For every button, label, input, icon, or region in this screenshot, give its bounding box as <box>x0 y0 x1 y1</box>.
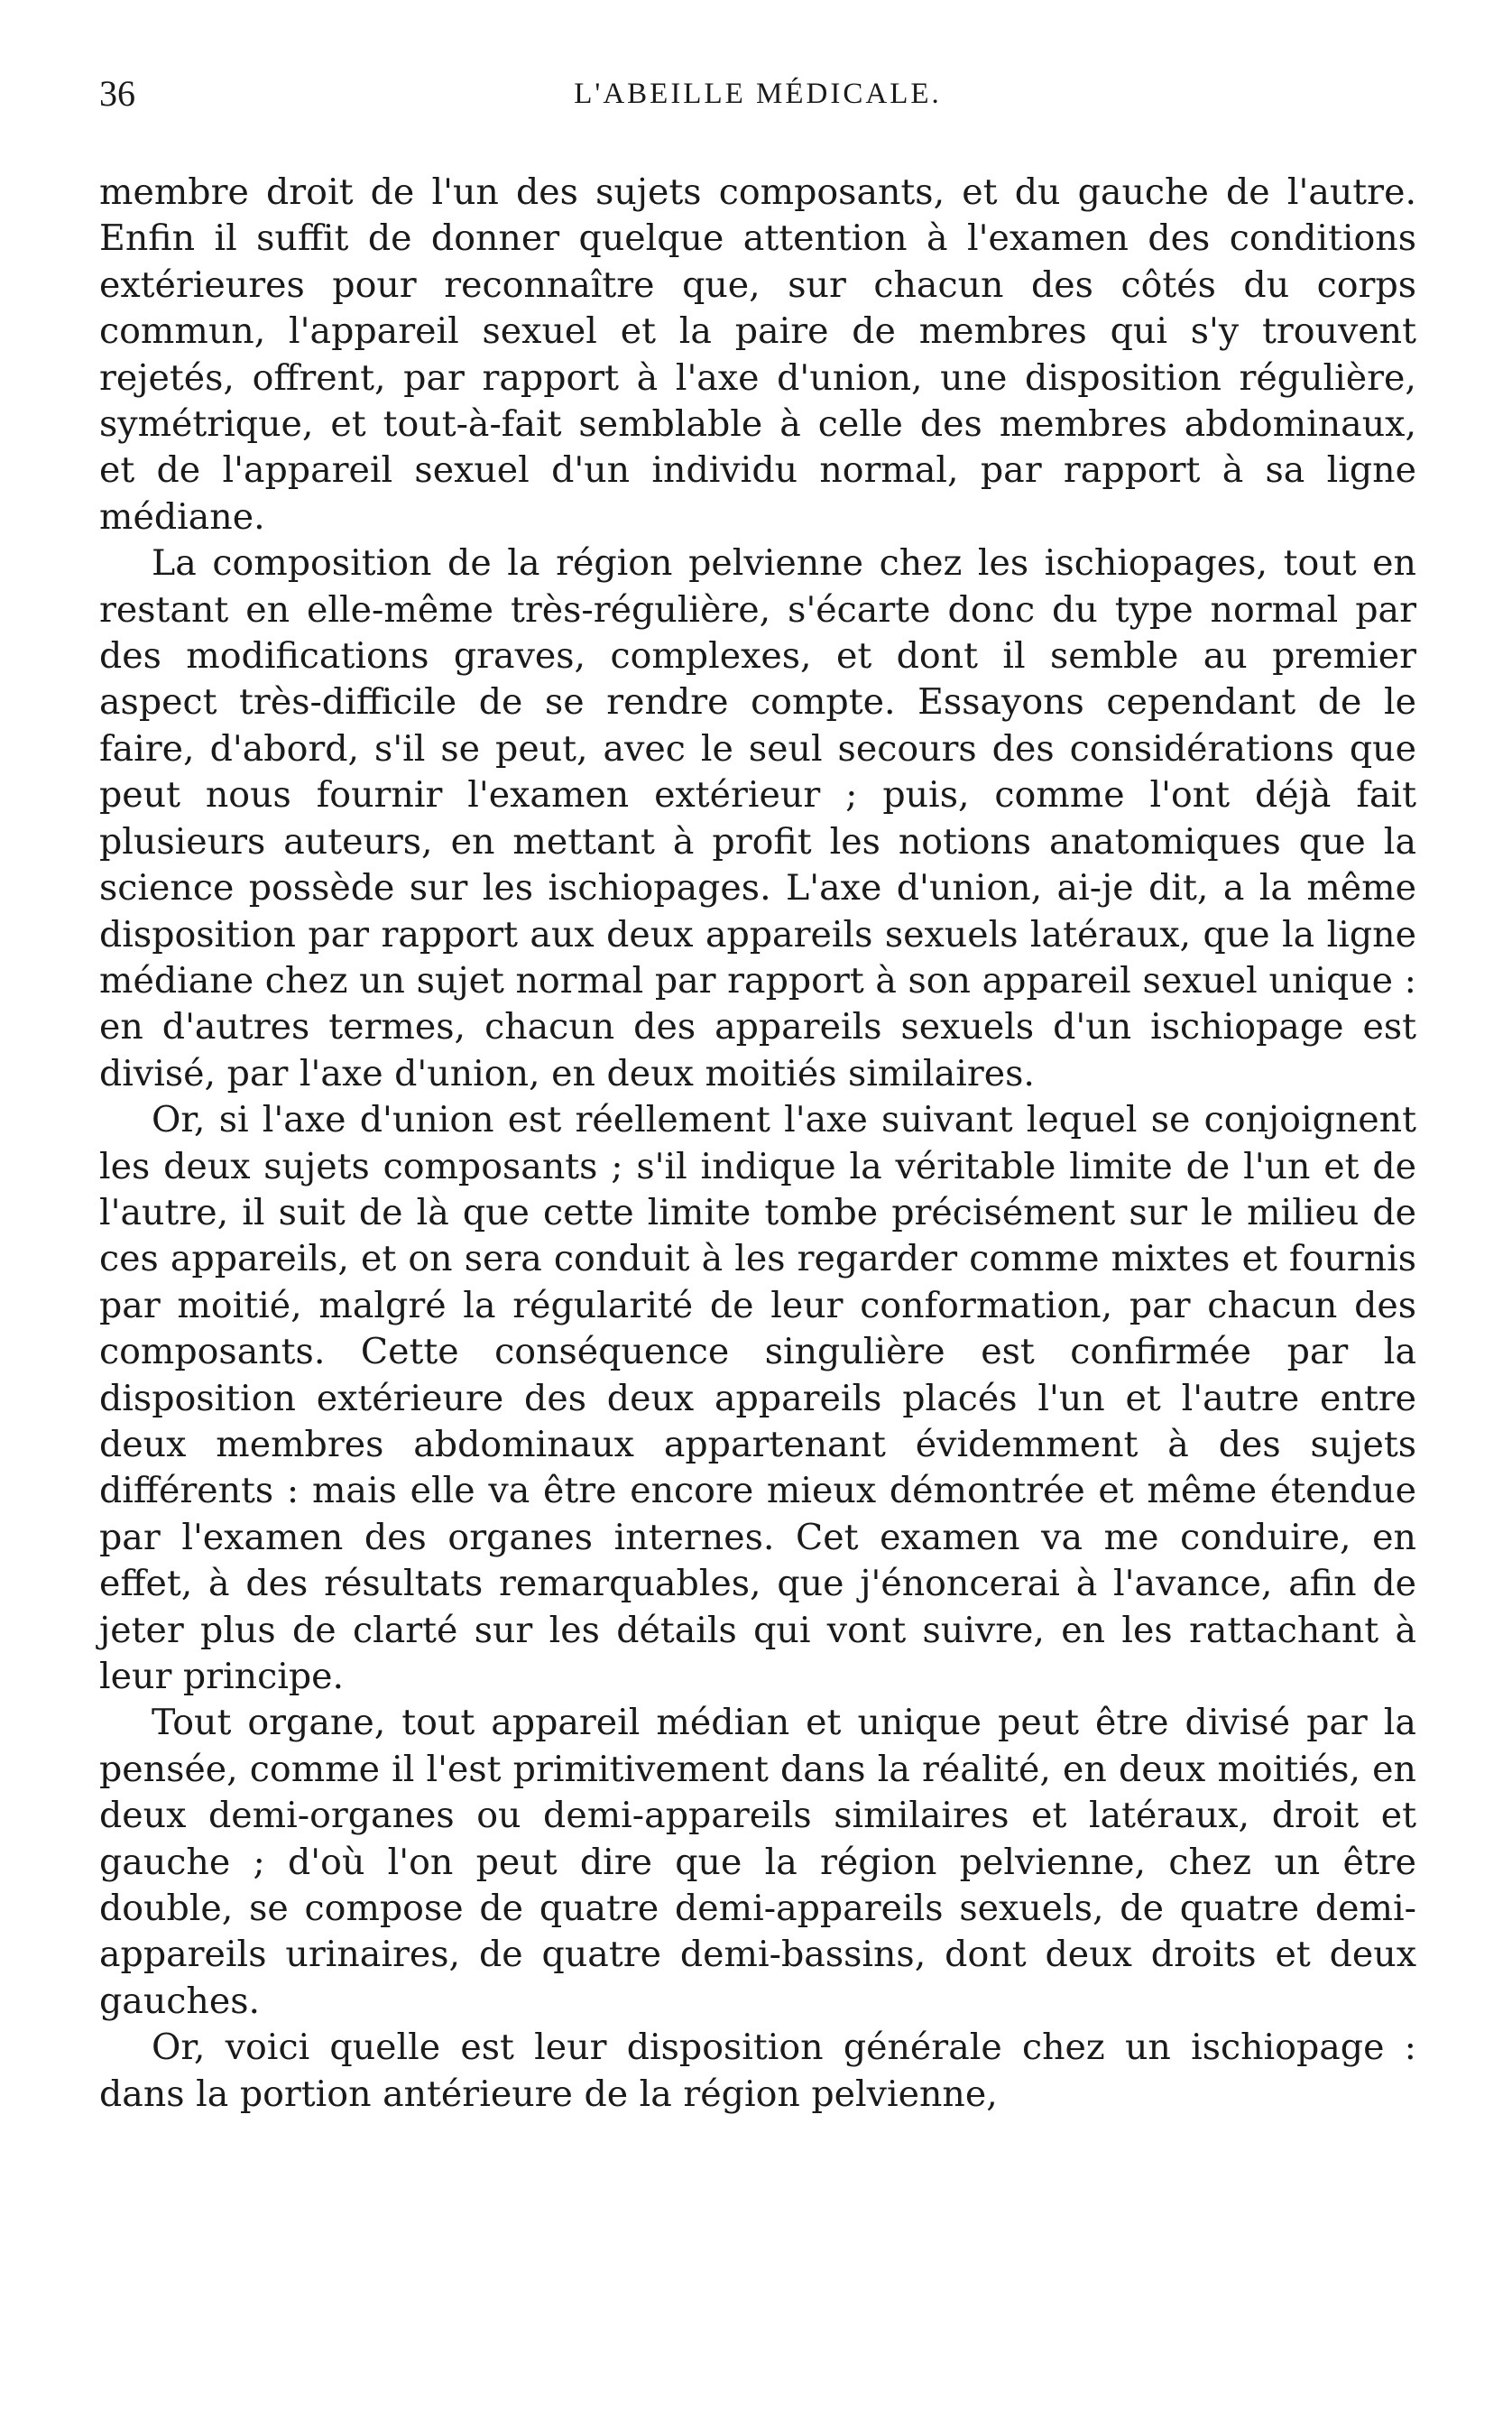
paragraph: Or, si l'axe d'union est réellement l'axe suivant lequel se conjoignent les deux sujets composants ; s'il indique la véritable limite de l'un et de l'autre, il suit de là que cette limite tombe précisément sur le milieu de ces appareils, et on sera conduit à les regarder comme mixtes et fournis par moitié, malgré la régularité de leur conformation, par chacun des composants. Cette conséquence singulière est confirmée par la disposition extérieure des deux appareils placés l'un et l'autre entre deux membres abdominaux appartenant évidemment à des sujets différents : mais elle va être encore mieux démontrée et même étendue par l'examen des organes internes. Cet examen va me conduire, en effet, à des résultats remarquables, que j'énoncerai à l'avance, afin de jeter plus de clarté sur les détails qui vont suivre, en les rattachant à leur principe. <box>99 1099 1416 1697</box>
paragraph: La composition de la région pelvienne chez les ischiopages, tout en restant en elle-même très-régulière, s'écarte donc du type normal par des modifications graves, complexes, et dont il semble au premier aspect très-difficile de se rendre compte. Essayons cependant de le faire, d'abord, s'il se peut, avec le seul secours des considérations que peut nous fournir l'examen extérieur ; puis, comme l'ont déjà fait plusieurs auteurs, en mettant à profit les notions anatomiques que la science possède sur les ischiopages. L'axe d'union, ai-je dit, a la même disposition par rapport aux deux appareils sexuels latéraux, que la ligne médiane chez un sujet normal par rapport à son appareil sexuel unique : en d'autres termes, chacun des appareils sexuels d'un ischiopage est divisé, par l'axe d'union, en deux moitiés similaires. <box>99 542 1416 1094</box>
paragraph: Tout organe, tout appareil médian et unique peut être divisé par la pensée, comme il l'est primitivement dans la réalité, en deux moitiés, en deux demi-organes ou demi-appareils similaires et latéraux, droit et gauche ; d'où l'on peut dire que la région pelvienne, chez un être double, se compose de quatre demi-appareils sexuels, de quatre demi-appareils urinaires, de quatre demi-bassins, dont deux droits et deux gauches. <box>99 1702 1416 2022</box>
page-number: 36 <box>99 73 135 114</box>
body-text <box>99 170 1416 2118</box>
paragraph: Or, voici quelle est leur disposition générale chez un ischiopage : dans la portion antérieure de la région pelvienne, <box>99 2027 1416 2115</box>
journal-title: L'ABEILLE MÉDICALE. <box>574 78 942 110</box>
page <box>99 72 1416 2118</box>
paragraph-continued: membre droit de l'un des sujets composants, et du gauche de l'autre. Enfin il suffit de donner quelque attention à l'examen des conditions extérieures pour reconnaître que, sur chacun des côtés du corps commun, l'appareil sexuel et la paire de membres qui s'y trouvent rejetés, offrent, par rapport à l'axe d'union, une disposition régulière, symétrique, et tout-à-fait semblable à celle des membres abdominaux, et de l'appareil sexuel d'un individu normal, par rapport à sa ligne médiane. <box>99 171 1416 538</box>
running-head <box>99 72 1416 135</box>
